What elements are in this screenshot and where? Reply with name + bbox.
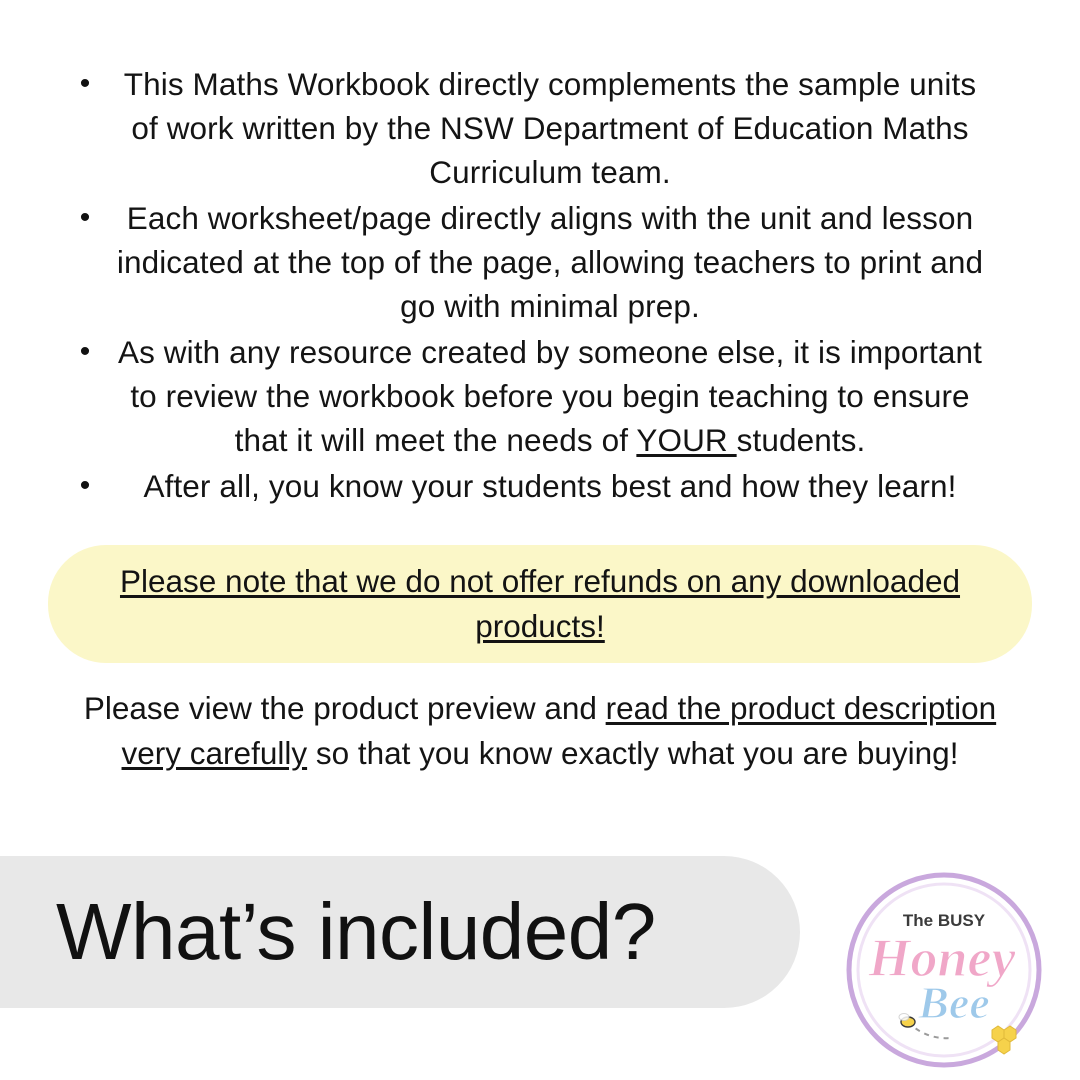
preview-underlined-text: read the product description very carefully [121, 690, 997, 771]
page-title: What’s included? [56, 887, 656, 976]
honey-bee-logo-icon [846, 872, 1042, 1068]
bullet-text: After all, you know your students best and how they learn! [143, 468, 957, 504]
preview-tail-text: so that you know exactly what you are buying! [307, 735, 959, 771]
list-item [62, 62, 1018, 194]
preview-lead-text: Please view the product preview and [83, 690, 606, 726]
bullet-text: Each worksheet/page directly aligns with the unit and lesson indicated at the top of the page, allowing teachers to print and go with minimal prep. [116, 200, 984, 324]
list-item [62, 464, 1018, 508]
bullet-marker-icon: • [79, 335, 91, 368]
bullet-marker-icon: • [79, 469, 91, 502]
brand-logo [846, 872, 1042, 1068]
bullet-marker-icon: • [79, 67, 91, 100]
svg-text:Bee: Bee [918, 977, 990, 1028]
refund-note-text: Please note that we do not offer refunds on any downloaded products! [119, 563, 961, 644]
feature-bullet-list [0, 0, 1080, 508]
section-heading-band [0, 856, 800, 1008]
svg-text:The BUSY: The BUSY [902, 911, 986, 930]
refund-note-banner [48, 545, 1032, 663]
list-item [62, 330, 1018, 462]
svg-text:Honey: Honey [868, 928, 1016, 988]
bullet-text: This Maths Workbook directly complements the sample units of work written by the NSW Department of Education Maths Curriculum team. [123, 66, 977, 190]
bullet-marker-icon: • [79, 201, 91, 234]
preview-instruction-paragraph [56, 686, 1024, 776]
list-item [62, 196, 1018, 328]
bullet-text: As with any resource created by someone else, it is important to review the workbook before you begin teaching to ensure that it will meet the needs of YOUR students. [118, 334, 982, 458]
